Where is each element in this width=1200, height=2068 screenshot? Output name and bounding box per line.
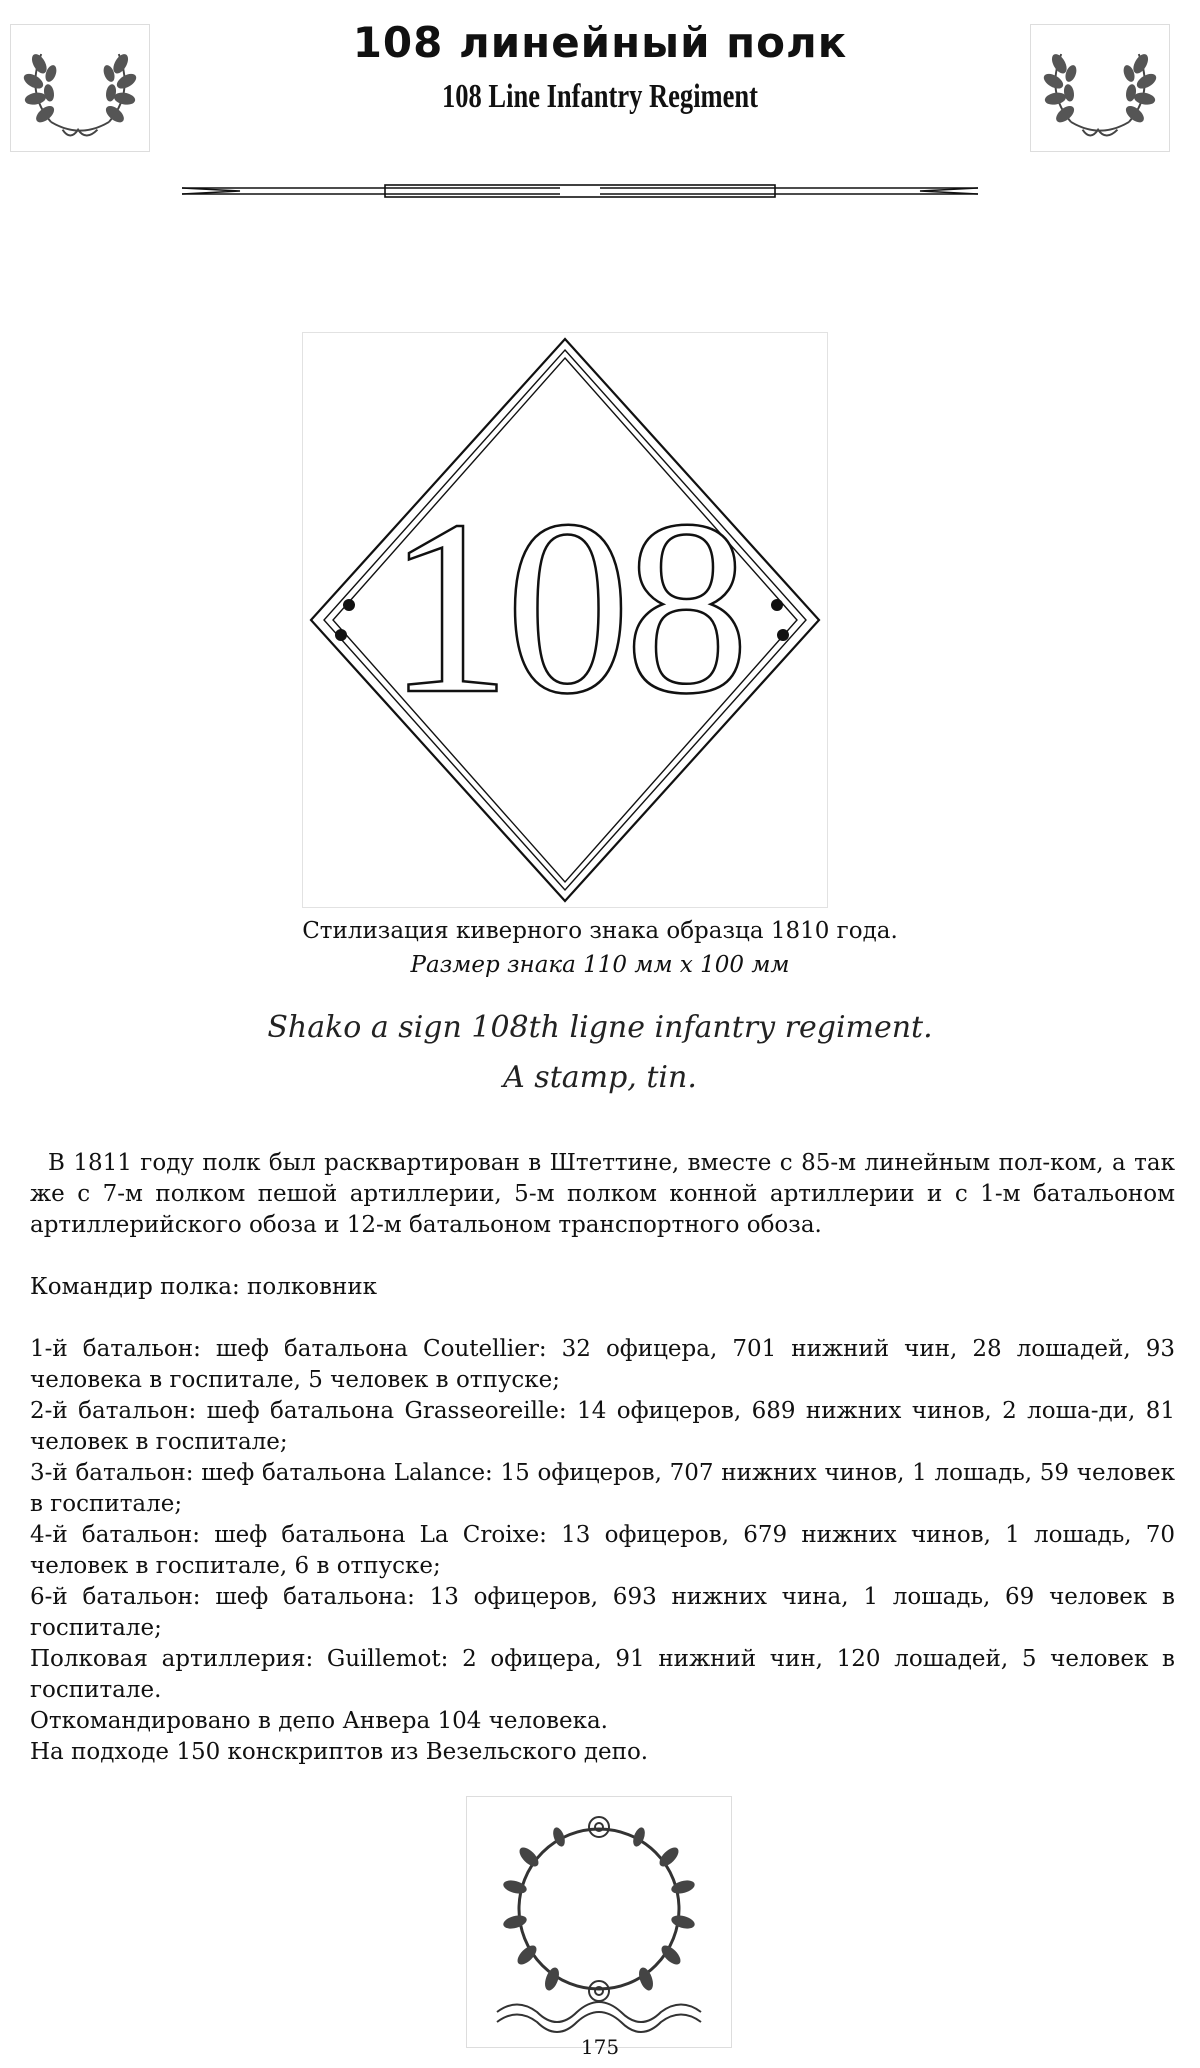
unit-line: 2-й батальон: шеф батальона Grasseoreille: 14 офицеров, 689 нижних чинов, 2 лоша-ди, 81 человек в госпитале;	[30, 1398, 1175, 1455]
laurel-wreath-bottom	[466, 1796, 732, 2048]
page-subtitle: 108 Line Infantry Regiment	[441, 78, 759, 115]
unit-line: 1-й батальон: шеф батальона Coutellier: 32 офицера, 701 нижний чин, 28 лошадей, 93 человека в госпитале, 5 человек в отпуске;	[30, 1336, 1175, 1393]
unit-line: 4-й батальон: шеф батальона La Croixe: 13 офицеров, 679 нижних чинов, 1 лошадь, 70 человек в госпитале, 6 в отпуске;	[30, 1522, 1175, 1579]
unit-line: Полковая артиллерия: Guillemot: 2 офицера, 91 нижний чин, 120 лошадей, 5 человек в госпитале.	[30, 1646, 1175, 1703]
badge-caption-ru: Стилизация киверного знака образца 1810 года.	[302, 918, 898, 944]
commander-line: Командир полка: полковник	[30, 1274, 378, 1300]
badge-size-caption: Размер знака 110 мм х 100 мм	[410, 952, 790, 978]
regiment-description	[30, 1148, 1175, 1768]
unit-line: Откомандировано в депо Анвера 104 человека.	[30, 1708, 608, 1734]
page-title: 108 линейный полк	[352, 18, 848, 67]
unit-line: 6-й батальон: шеф батальона: 13 офицеров, 693 нижних чина, 1 лошадь, 69 человек в госпитале;	[30, 1584, 1175, 1641]
page-number: 175	[580, 2035, 620, 2059]
unit-line: На подходе 150 конскриптов из Везельского депо.	[30, 1739, 649, 1765]
badge-material-caption: A stamp, tin.	[503, 1060, 697, 1095]
badge-caption-en: Shako a sign 108th ligne infantry regiment.	[267, 1010, 933, 1045]
badge-number: 108	[386, 469, 744, 746]
intro-paragraph: В 1811 году полк был расквартирован в Штеттине, вместе с 85-м линейным пол-ком, а так же с 7-м полком пешой артиллерии, 5-м полком конной артиллерии и с 1-м батальоном артиллерийского обоза и 12-м батальоном транспортного обоза.	[30, 1150, 1175, 1238]
ornamental-divider	[180, 176, 980, 206]
shako-badge-illustration	[302, 332, 828, 908]
unit-line: 3-й батальон: шеф батальона Lalance: 15 офицеров, 707 нижних чинов, 1 лошадь, 59 человек в госпитале;	[30, 1460, 1175, 1517]
